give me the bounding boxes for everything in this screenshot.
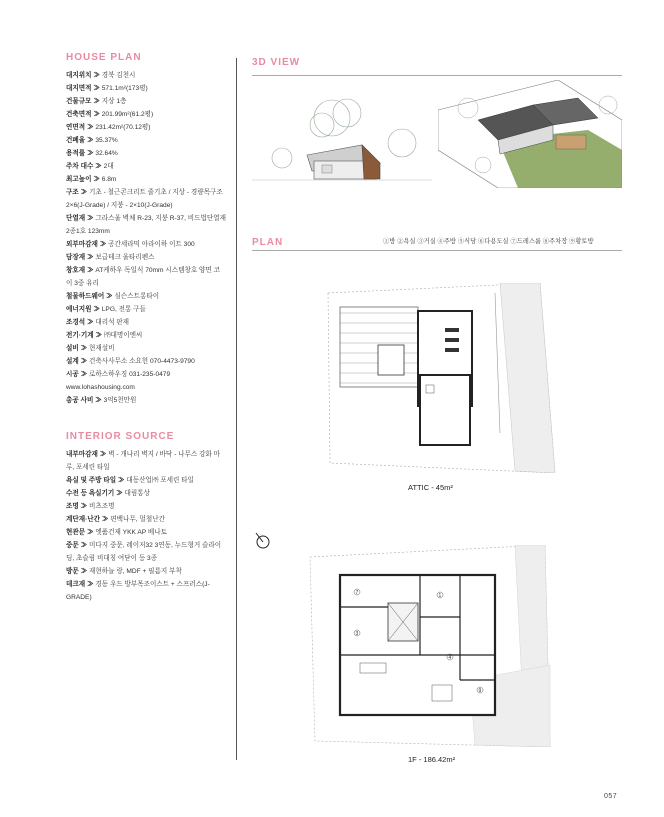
chevron-right-icon: ≫ bbox=[78, 503, 90, 510]
3d-view-aerial-image bbox=[438, 80, 622, 188]
spec-value: AT케하우 독일식 70mm 시스템창호 양면 코이 3중 유리 bbox=[66, 267, 220, 287]
north-arrow-icon bbox=[252, 530, 272, 550]
spec-value: 엣품건재 YKK AP 베나토 bbox=[95, 529, 167, 536]
chevron-right-icon: ≫ bbox=[85, 150, 96, 157]
3d-view-title: 3D VIEW bbox=[252, 57, 301, 68]
plan-legend: ①방 ②욕실 ③거실 ④주방 ⑤식당 ⑥다용도실 ⑦드레스룸 ⑧주차장 ⑨황토방 bbox=[383, 238, 594, 245]
spec-key: 최고높이 bbox=[66, 176, 92, 183]
spec-value: 로하스하우징 031-235-0479 www.lohashousing.com bbox=[66, 371, 171, 391]
chevron-right-icon: ≫ bbox=[78, 345, 90, 352]
chevron-right-icon: ≫ bbox=[93, 397, 104, 404]
spec-key: 철물하드웨어 bbox=[66, 293, 105, 300]
spec-row bbox=[66, 448, 226, 474]
spec-row bbox=[66, 147, 226, 160]
plan-rule bbox=[252, 250, 622, 251]
first-floor-plan-drawing bbox=[300, 545, 562, 747]
chevron-right-icon: ≫ bbox=[78, 189, 90, 196]
chevron-right-icon: ≫ bbox=[116, 477, 127, 484]
spec-row bbox=[66, 539, 226, 565]
spec-value: 35.37% bbox=[95, 137, 118, 144]
spec-key: 데크재 bbox=[66, 581, 86, 588]
spec-key: 담장재 bbox=[66, 254, 86, 261]
chevron-right-icon: ≫ bbox=[85, 319, 96, 326]
svg-text:9: 9 bbox=[478, 688, 482, 694]
spec-key: 수전 등 욕실기기 bbox=[66, 490, 115, 497]
spec-value: LPG, 전통 구들 bbox=[101, 306, 146, 313]
spec-key: 단열재 bbox=[66, 215, 86, 222]
spec-value: 6.8m bbox=[101, 176, 117, 183]
spec-value: 건축사사무소 소요헌 070-4473-9790 bbox=[89, 358, 195, 365]
spec-value: 심슨스트롱타이 bbox=[114, 293, 160, 300]
spec-key: 내부마감재 bbox=[66, 451, 98, 458]
svg-text:4: 4 bbox=[448, 655, 452, 661]
attic-plan-drawing bbox=[300, 283, 562, 473]
house-plan-specs bbox=[66, 69, 226, 407]
house-plan-title: HOUSE PLAN bbox=[66, 52, 142, 63]
spec-value: 231.42m²(70.12평) bbox=[95, 124, 151, 131]
chevron-right-icon: ≫ bbox=[78, 542, 90, 549]
spec-value: 경북 김천시 bbox=[101, 72, 136, 79]
chevron-right-icon: ≫ bbox=[97, 241, 109, 248]
spec-row bbox=[66, 238, 226, 251]
3d-view-elevation-image bbox=[252, 83, 432, 188]
spec-row bbox=[66, 186, 226, 212]
spec-row bbox=[66, 342, 226, 355]
spec-value: 32.64% bbox=[95, 150, 118, 157]
svg-text:7: 7 bbox=[355, 590, 359, 596]
spec-key: 중문 bbox=[66, 542, 79, 549]
spec-value: 2대 bbox=[103, 163, 114, 170]
chevron-right-icon: ≫ bbox=[85, 124, 96, 131]
spec-key: 구조 bbox=[66, 189, 79, 196]
spec-row bbox=[66, 264, 226, 290]
spec-row bbox=[66, 500, 226, 513]
spec-key: 용적률 bbox=[66, 150, 86, 157]
chevron-right-icon: ≫ bbox=[100, 516, 111, 523]
chevron-right-icon: ≫ bbox=[93, 163, 104, 170]
chevron-right-icon: ≫ bbox=[78, 568, 90, 575]
spec-key: 시공 bbox=[66, 371, 79, 378]
spec-key: 외부마감재 bbox=[66, 241, 98, 248]
spec-value: 대림통상 bbox=[124, 490, 151, 497]
spec-key: 설계 bbox=[66, 358, 79, 365]
chevron-right-icon: ≫ bbox=[85, 581, 96, 588]
chevron-right-icon: ≫ bbox=[114, 490, 125, 497]
spec-value: ㈜대명이엔씨 bbox=[103, 332, 143, 339]
spec-key: 현관문 bbox=[66, 529, 86, 536]
interior-source-specs bbox=[66, 448, 226, 604]
svg-text:3: 3 bbox=[355, 631, 359, 637]
spec-key: 대지위치 bbox=[66, 72, 92, 79]
chevron-right-icon: ≫ bbox=[91, 72, 102, 79]
chevron-right-icon: ≫ bbox=[91, 98, 102, 105]
spec-value: 미다지 중문, 레이저32 3연동, 누드형거 슬라이딩, 초슬림 비대칭 여닫이 등 3종 bbox=[66, 542, 222, 562]
spec-row bbox=[66, 212, 226, 238]
spec-row bbox=[66, 121, 226, 134]
spec-key: 건폐율 bbox=[66, 137, 86, 144]
chevron-right-icon: ≫ bbox=[78, 371, 90, 378]
spec-row bbox=[66, 513, 226, 526]
attic-caption: ATTIC - 45m² bbox=[408, 483, 453, 492]
spec-key: 설비 bbox=[66, 345, 79, 352]
chevron-right-icon: ≫ bbox=[78, 358, 90, 365]
3d-view-rule bbox=[252, 75, 622, 76]
spec-key: 전기·기계 bbox=[66, 332, 94, 339]
spec-row bbox=[66, 329, 226, 342]
spec-key: 욕실 및 주방 타일 bbox=[66, 477, 117, 484]
spec-row bbox=[66, 160, 226, 173]
spec-row bbox=[66, 316, 226, 329]
spec-key: 에너지원 bbox=[66, 306, 92, 313]
interior-source-title: INTERIOR SOURCE bbox=[66, 431, 175, 442]
spec-key: 건물규모 bbox=[66, 98, 92, 105]
spec-value: 비츠조명 bbox=[89, 503, 115, 510]
spec-row bbox=[66, 355, 226, 368]
spec-value: 201.99m²(61.2평) bbox=[101, 111, 154, 118]
chevron-right-icon: ≫ bbox=[85, 529, 96, 536]
spec-row bbox=[66, 487, 226, 500]
chevron-right-icon: ≫ bbox=[85, 137, 96, 144]
first-floor-caption: 1F - 186.42m² bbox=[408, 755, 456, 764]
spec-value: 그라스울 벽체 R-23, 지붕 R-37, 비드법단열재 2종1호 123mm bbox=[66, 215, 226, 235]
spec-row bbox=[66, 565, 226, 578]
chevron-right-icon: ≫ bbox=[85, 215, 96, 222]
left-column bbox=[66, 52, 226, 604]
spec-row bbox=[66, 134, 226, 147]
spec-key: 연면적 bbox=[66, 124, 86, 131]
chevron-right-icon: ≫ bbox=[97, 451, 109, 458]
chevron-right-icon: ≫ bbox=[93, 332, 104, 339]
spec-value: 현재설비 bbox=[89, 345, 115, 352]
chevron-right-icon: ≫ bbox=[91, 176, 102, 183]
spec-value: 벽 - 개나리 벽지 / 바닥 - 나무스 강화 마루, 포세린 타일 bbox=[66, 451, 221, 471]
spec-value: 재현하늘 랑, MDF + 필름지 부착 bbox=[89, 568, 182, 575]
spec-row bbox=[66, 368, 226, 394]
spec-value: 경동 우드 방부목조이스트 + 스프러스(J-GRADE) bbox=[66, 581, 210, 601]
spec-value: 대리석 판재 bbox=[95, 319, 130, 326]
spec-key: 건축면적 bbox=[66, 111, 92, 118]
spec-value: 보급테크 울타리펜스 bbox=[95, 254, 155, 261]
chevron-right-icon: ≫ bbox=[85, 267, 96, 274]
spec-value: 대동산업㈜ 포세린 타일 bbox=[126, 477, 194, 484]
chevron-right-icon: ≫ bbox=[91, 306, 102, 313]
page-number: 057 bbox=[604, 793, 618, 800]
spec-key: 대지면적 bbox=[66, 85, 92, 92]
spec-value: 3억5천만원 bbox=[103, 397, 137, 404]
spec-row bbox=[66, 303, 226, 316]
spec-row bbox=[66, 474, 226, 487]
spec-value: 기초 - 철근콘크리트 줄기초 / 지상 - 경량목구조 2×6(J-Grade) / 지붕 - 2×10(J-Grade) bbox=[66, 189, 223, 209]
spec-row bbox=[66, 108, 226, 121]
column-divider bbox=[236, 58, 237, 760]
spec-key: 창호재 bbox=[66, 267, 86, 274]
svg-text:1: 1 bbox=[438, 593, 442, 599]
chevron-right-icon: ≫ bbox=[85, 254, 96, 261]
chevron-right-icon: ≫ bbox=[104, 293, 115, 300]
spec-key: 방문 bbox=[66, 568, 79, 575]
spec-row bbox=[66, 394, 226, 407]
spec-value: 공간세라믹 아라이하 이트 300 bbox=[108, 241, 195, 248]
spec-key: 총공 사비 bbox=[66, 397, 94, 404]
spec-row bbox=[66, 251, 226, 264]
spec-key: 조명 bbox=[66, 503, 79, 510]
chevron-right-icon: ≫ bbox=[91, 111, 102, 118]
spec-row bbox=[66, 578, 226, 604]
plan-title: PLAN bbox=[252, 237, 284, 248]
spec-value: 지상 1층 bbox=[101, 98, 127, 105]
spec-key: 조경석 bbox=[66, 319, 86, 326]
spec-key: 주차 대수 bbox=[66, 163, 94, 170]
spec-row bbox=[66, 95, 226, 108]
spec-row bbox=[66, 290, 226, 303]
spec-value: 571.1m²(173평) bbox=[101, 85, 148, 92]
chevron-right-icon: ≫ bbox=[91, 85, 102, 92]
spec-row bbox=[66, 173, 226, 186]
spec-key: 계단재·난간 bbox=[66, 516, 101, 523]
spec-row bbox=[66, 82, 226, 95]
spec-row bbox=[66, 526, 226, 539]
spec-row bbox=[66, 69, 226, 82]
spec-value: 편백나무, 멀철난간 bbox=[110, 516, 165, 523]
